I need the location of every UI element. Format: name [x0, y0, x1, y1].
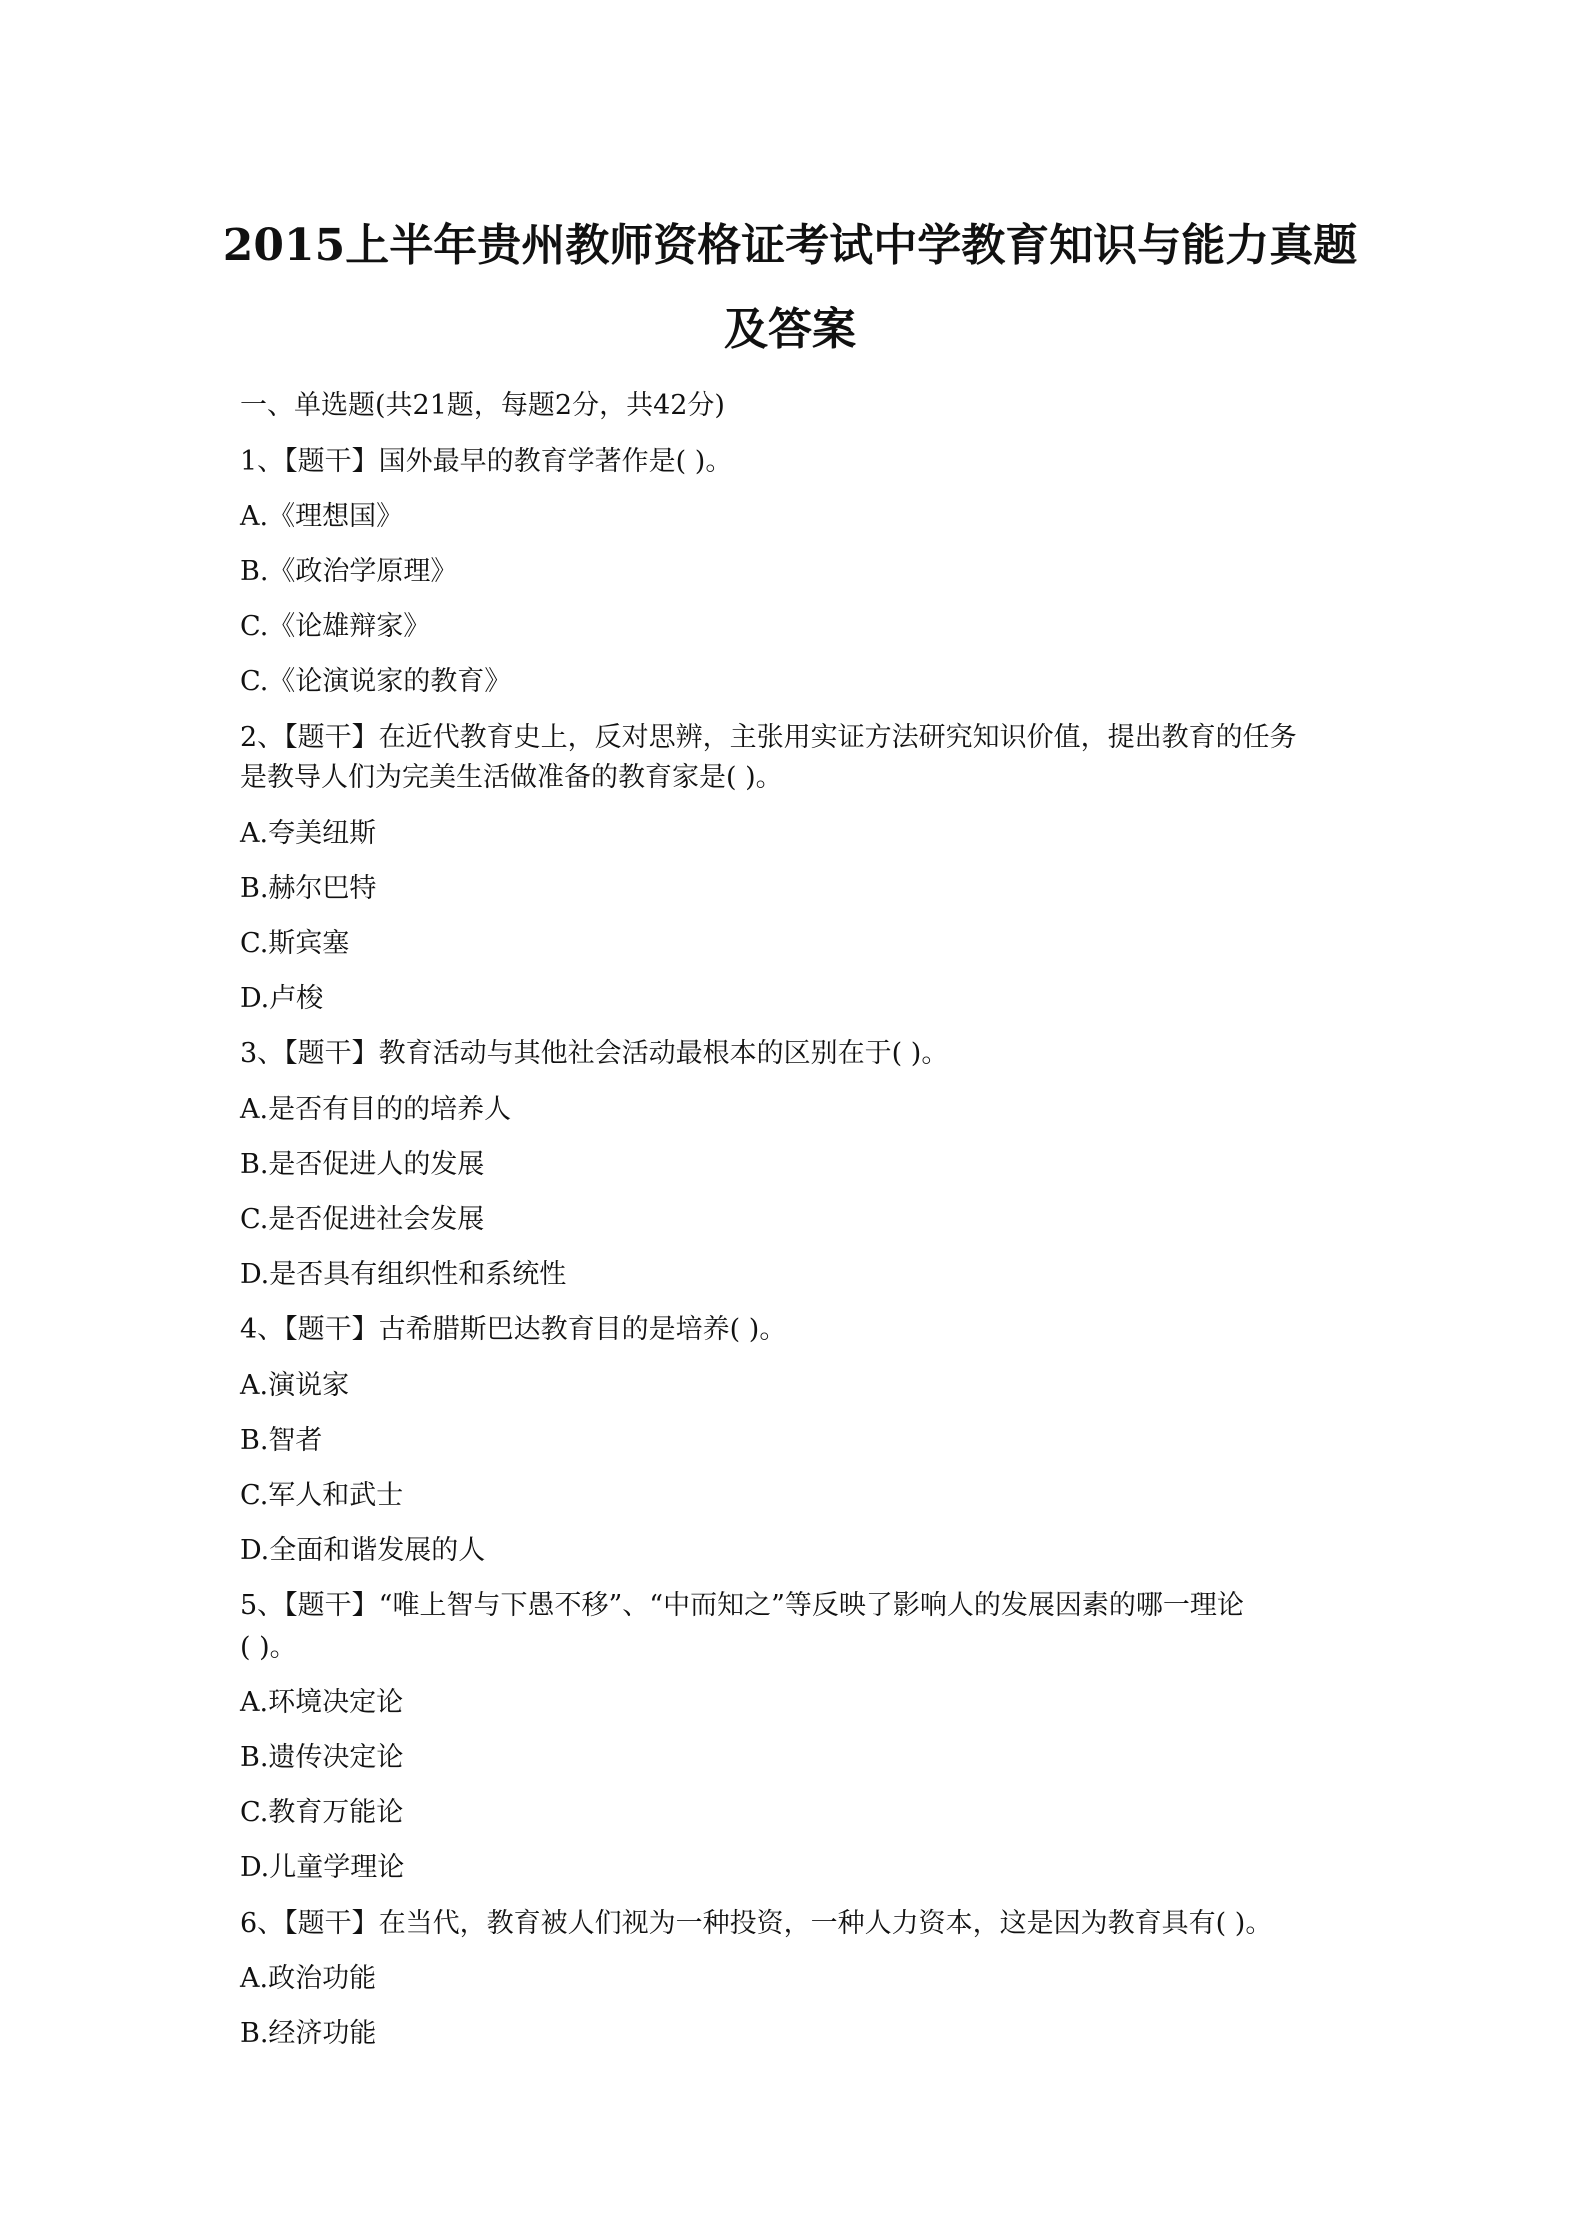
answer-option: A.是否有目的的培养人 — [240, 1094, 512, 1125]
answer-option: C.军人和武士 — [240, 1480, 404, 1511]
question-stem: 2、【题干】在近代教育史上，反对思辨，主张用实证方法研究知识价值，提出教育的任务 — [240, 722, 1297, 753]
answer-option: A.《理想国》 — [240, 501, 404, 532]
answer-option: A.政治功能 — [240, 1963, 377, 1994]
answer-option: B.智者 — [240, 1425, 323, 1456]
answer-option: C.斯宾塞 — [240, 928, 350, 959]
answer-option: D.全面和谐发展的人 — [240, 1535, 486, 1566]
question-stem-continued: ( )。 — [240, 1632, 297, 1663]
answer-option: B.《政治学原理》 — [240, 556, 458, 587]
answer-option: B.经济功能 — [240, 2018, 377, 2049]
document-title-line-1: 2015上半年贵州教师资格证考试中学教育知识与能力真题 — [222, 220, 1358, 271]
answer-option: C.是否促进社会发展 — [240, 1204, 485, 1235]
answer-option: B.遗传决定论 — [240, 1742, 404, 1773]
question-stem: 1、【题干】国外最早的教育学著作是( )。 — [240, 446, 733, 477]
question-stem: 3、【题干】教育活动与其他社会活动最根本的区别在于( )。 — [240, 1038, 949, 1069]
answer-option: D.是否具有组织性和系统性 — [240, 1259, 567, 1290]
answer-option: C.《论雄辩家》 — [240, 611, 431, 642]
answer-option: B.赫尔巴特 — [240, 873, 377, 904]
answer-option: A.夸美纽斯 — [240, 818, 377, 849]
answer-option: C.《论演说家的教育》 — [240, 666, 512, 697]
answer-option: C.教育万能论 — [240, 1797, 404, 1828]
section-heading: 一、单选题(共21题，每题2分，共42分) — [240, 390, 725, 421]
question-stem-continued: 是教导人们为完美生活做准备的教育家是( )。 — [240, 762, 783, 793]
answer-option: B.是否促进人的发展 — [240, 1149, 485, 1180]
answer-option: D.儿童学理论 — [240, 1852, 405, 1883]
answer-option: A.演说家 — [240, 1370, 350, 1401]
answer-option: A.环境决定论 — [240, 1687, 404, 1718]
question-stem: 6、【题干】在当代，教育被人们视为一种投资，一种人力资本，这是因为教育具有( )。 — [240, 1908, 1273, 1939]
document-title-line-2: 及答案 — [724, 304, 856, 355]
question-stem: 4、【题干】古希腊斯巴达教育目的是培养( )。 — [240, 1314, 787, 1345]
answer-option: D.卢梭 — [240, 983, 324, 1014]
question-stem: 5、【题干】“唯上智与下愚不移”、“中而知之”等反映了影响人的发展因素的哪一理论 — [240, 1590, 1244, 1621]
